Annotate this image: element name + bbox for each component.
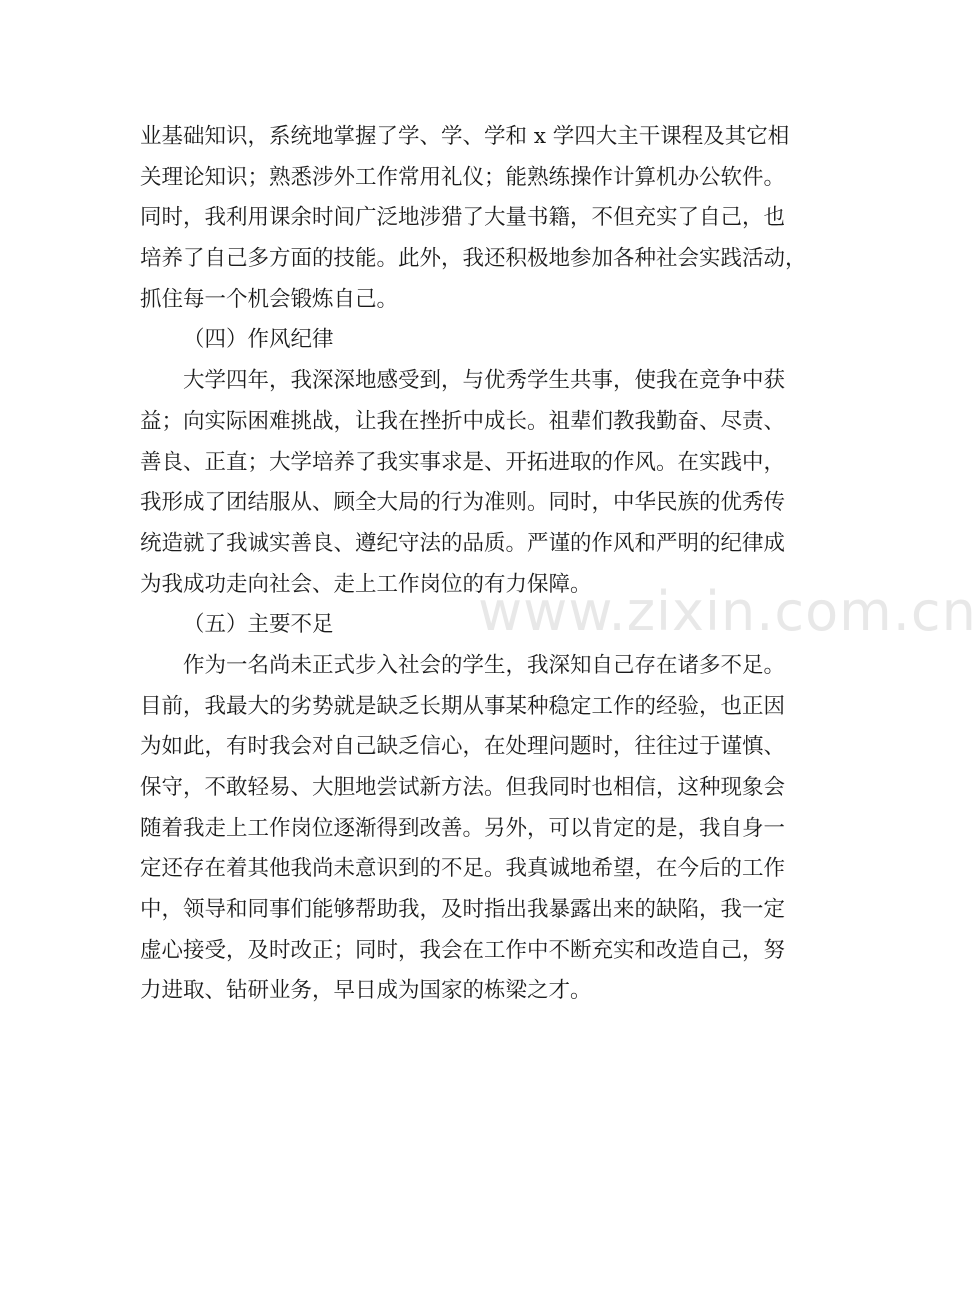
text-line: 中，领导和同事们能够帮助我，及时指出我暴露出来的缺陷，我一定 (140, 897, 786, 923)
text-line: 同时，我利用课余时间广泛地涉猎了大量书籍，不但充实了自己，也 (140, 205, 786, 231)
text-line: 目前，我最大的劣势就是缺乏长期从事某种稳定工作的经验，也正因 (140, 693, 786, 719)
text-line: 关理论知识；熟悉涉外工作常用礼仪；能熟练操作计算机办公软件。 (140, 164, 786, 190)
section-heading-main-shortcomings: （五）主要不足 (183, 612, 334, 638)
text-line: 力进取、钻研业务，早日成为国家的栋梁之才。 (140, 978, 592, 1004)
document-body (140, 117, 807, 1012)
text-line: 善良、正直；大学培养了我实事求是、开拓进取的作风。在实践中， (140, 449, 786, 475)
text-line: 定还存在着其他我尚未意识到的不足。我真诚地希望，在今后的工作 (140, 856, 786, 882)
text-line: 随着我走上工作岗位逐渐得到改善。另外，可以肯定的是，我自身一 (140, 815, 786, 841)
paragraph-main-shortcomings (140, 646, 785, 1012)
paragraph-style-discipline (140, 361, 785, 605)
paragraph-professional-knowledge (140, 117, 807, 320)
text-line: 统造就了我诚实善良、遵纪守法的品质。严谨的作风和严明的纪律成 (140, 530, 786, 556)
section-heading-style-discipline: （四）作风纪律 (183, 327, 334, 353)
text-line: 保守，不敢轻易、大胆地尝试新方法。但我同时也相信，这种现象会 (140, 775, 786, 800)
text-line: 益；向实际困难挑战，让我在挫折中成长。祖辈们教我勤奋、尽责、 (140, 408, 786, 434)
text-line: 为我成功走向社会、走上工作岗位的有力保障。 (140, 571, 592, 597)
text-line: 虚心接受，及时改正；同时，我会在工作中不断充实和改造自己，努 (140, 937, 786, 963)
text-line: 我形成了团结服从、顾全大局的行为准则。同时，中华民族的优秀传 (140, 490, 786, 516)
text-line: 为如此，有时我会对自己缺乏信心，在处理问题时，往往过于谨慎、 (140, 734, 786, 760)
text-line: 作为一名尚未正式步入社会的学生，我深知自己存在诸多不足。 (183, 652, 786, 678)
text-line: 抓住每一个机会锻炼自己。 (140, 286, 399, 312)
text-line: 培养了自己多方面的技能。此外，我还积极地参加各种社会实践活动， (140, 246, 807, 272)
watermark: www.zixin.com.cn (478, 580, 977, 643)
text-line: 大学四年，我深深地感受到，与优秀学生共事，使我在竞争中获 (183, 368, 786, 394)
text-line: 业基础知识，系统地掌握了学、学、学和 x 学四大主干课程及其它相 (140, 124, 790, 149)
